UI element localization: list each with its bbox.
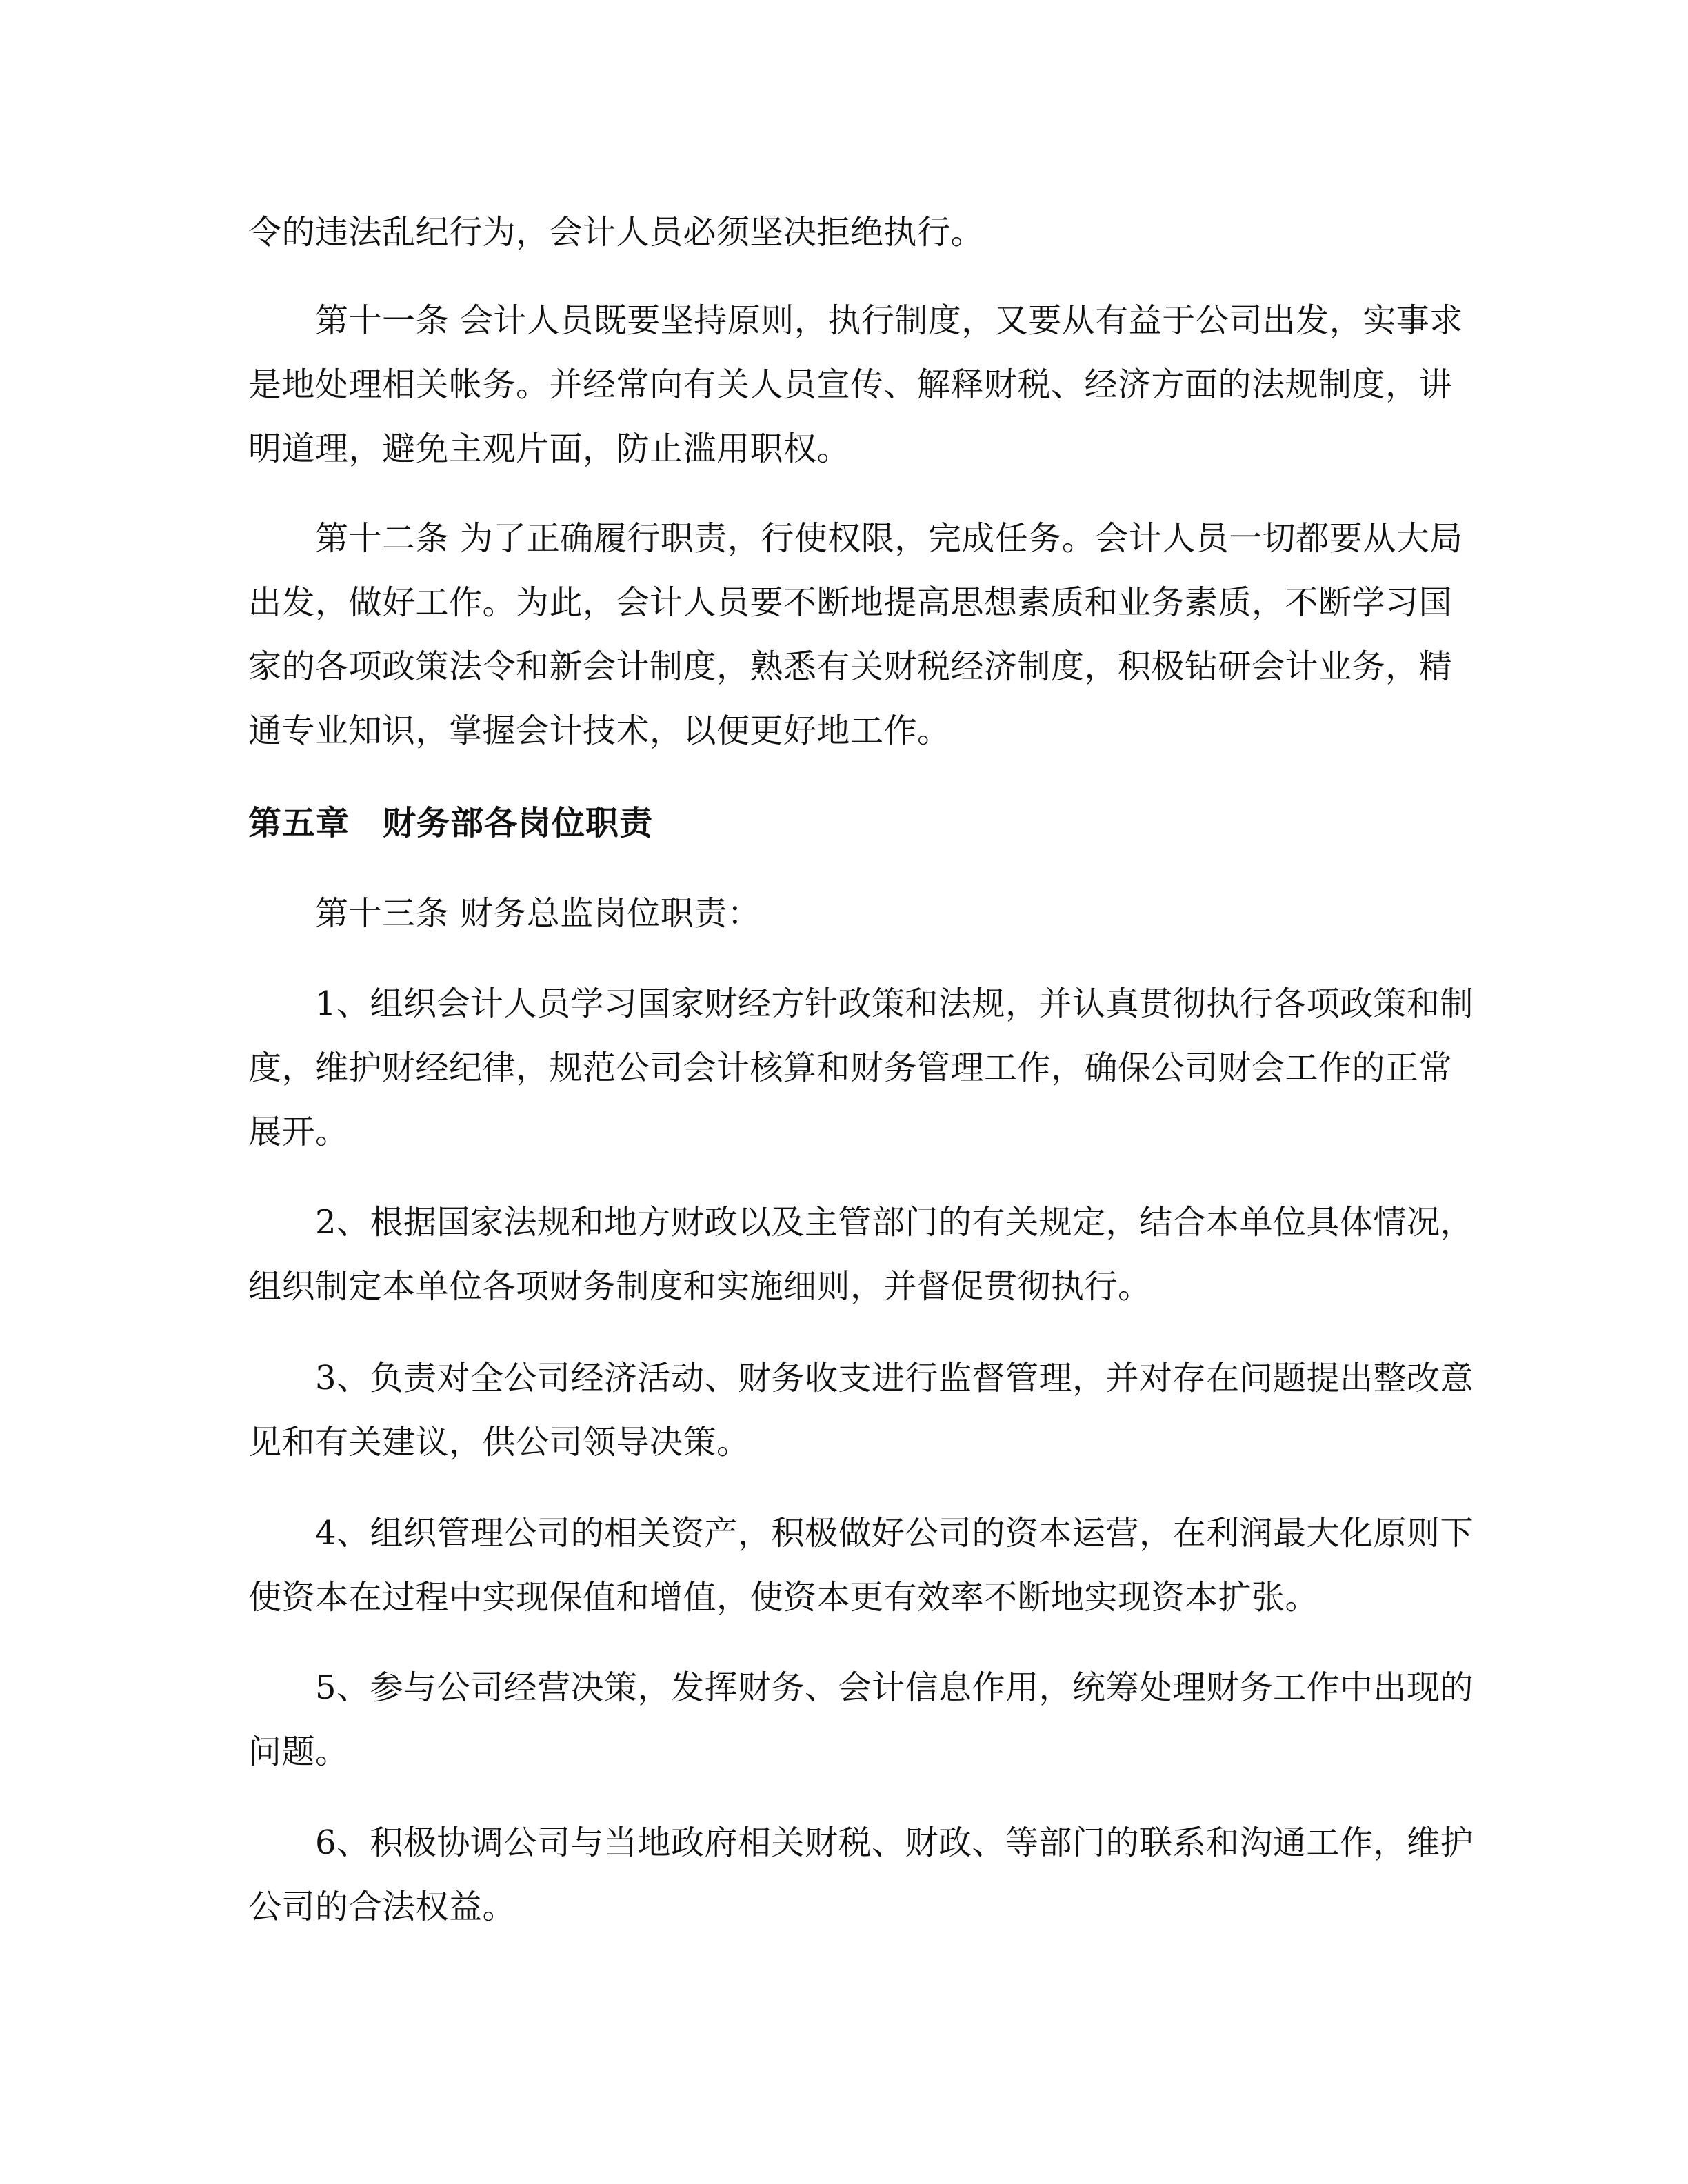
item-5-line: 5、参与公司经营决策，发挥财务、会计信息作用，统筹处理财务工作中出现的 (248, 1668, 1474, 1707)
text-line: 公司的合法权益。 (248, 1888, 516, 1926)
item-1-line: 1、组织会计人员学习国家财经方针政策和法规，并认真贯彻执行各项政策和制 (248, 984, 1474, 1023)
article-13-line: 第十三条 财务总监岗位职责： (248, 894, 761, 933)
text-line: 通专业知识，掌握会计技术，以便更好地工作。 (248, 711, 951, 750)
text-line: 是地处理相关帐务。并经常向有关人员宣传、解释财税、经济方面的法规制度，讲 (248, 365, 1453, 404)
text-line: 明道理，避免主观片面，防止滥用职权。 (248, 429, 851, 468)
text-line: 使资本在过程中实现保值和增值，使资本更有效率不断地实现资本扩张。 (248, 1578, 1319, 1617)
chapter-title: 财务部各岗位职责 (383, 804, 654, 842)
text-line: 展开。 (248, 1113, 349, 1151)
item-2-line: 2、根据国家法规和地方财政以及主管部门的有关规定，结合本单位具体情况， (248, 1203, 1474, 1242)
text-line: 问题。 (248, 1732, 349, 1771)
chapter-number: 第五章 (248, 804, 350, 842)
text-line: 令的违法乱纪行为，会计人员必须坚决拒绝执行。 (248, 213, 985, 252)
text-line: 出发，做好工作。为此，会计人员要不断地提高思想素质和业务素质，不断学习国 (248, 583, 1453, 622)
chapter-heading (248, 801, 653, 845)
item-3-line: 3、负责对全公司经济活动、财务收支进行监督管理，并对存在问题提出整改意 (248, 1359, 1474, 1397)
text-line: 见和有关建议，供公司领导决策。 (248, 1423, 750, 1462)
text-line: 组织制定本单位各项财务制度和实施细则，并督促贯彻执行。 (248, 1267, 1152, 1306)
item-4-line: 4、组织管理公司的相关资产，积极做好公司的资本运营，在利润最大化原则下 (248, 1514, 1474, 1553)
item-6-line: 6、积极协调公司与当地政府相关财税、财政、等部门的联系和沟通工作，维护 (248, 1823, 1474, 1862)
article-11-line: 第十一条 会计人员既要坚持原则，执行制度，又要从有益于公司出发，实事求 (248, 301, 1463, 340)
text-line: 度，维护财经纪律，规范公司会计核算和财务管理工作，确保公司财会工作的正常 (248, 1049, 1453, 1087)
text-line: 家的各项政策法令和新会计制度，熟悉有关财税经济制度，积极钻研会计业务，精 (248, 647, 1453, 686)
article-12-line: 第十二条 为了正确履行职责，行使权限，完成任务。会计人员一切都要从大局 (248, 519, 1463, 558)
